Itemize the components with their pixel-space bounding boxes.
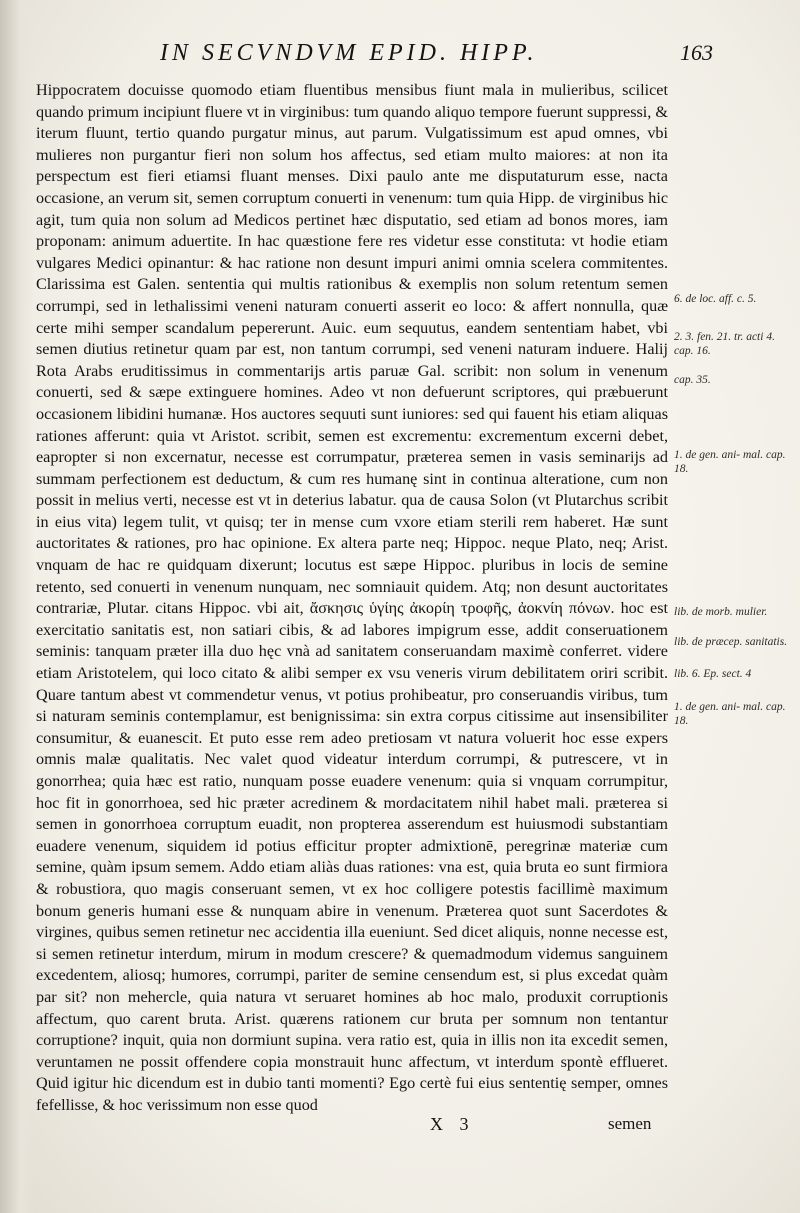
margin-note: lib. 6. Ep. sect. 4	[674, 668, 752, 680]
margin-notes-column	[674, 0, 794, 1213]
margin-note: 1. de gen. ani- mal. cap. 18.	[674, 701, 786, 727]
running-title: IN SECVNDVM EPID. HIPP.	[160, 40, 538, 66]
margin-note: 1. de gen. ani- mal. cap. 18.	[674, 449, 786, 475]
margin-note: cap. 35.	[674, 374, 711, 386]
page-number: 163	[680, 40, 713, 65]
body-paragraph: Hippocratem docuisse quomodo etiam fluentibus mensibus fiunt mala in mulieribus, scilicet quando primum incipiunt fluere vt in virginibus: tum quando aliquo tempore fuerunt suppressi, & iterum fluunt, tertio quando purgatur minus, aut parum. Vulgatissimum est apud omnes, vbi mulieres non purgantur fieri non solum hos affectus, sed etiam multo maiores: at non ita perspectum est fieri etiamsi fluant menses. Dixi paulo ante me disputaturum esse, nacta occasione, an verum sit, semen corruptum conuerti in venenum: tum quia Hipp. de virginibus hic agit, tum quia non solum ad Medicos pertinet hæc disputatio, sed etiam ad bonos mores, iam proponam: animum aduertite. In hac quæstione fere res videtur esse constituta: vt hodie etiam vulgares Medici opinantur: & hac ratione non desunt impuri animi omnia scelera commitentes. Clarissima est Galen. sententia qui multis rationibus & exemplis non solum retentum semen corrumpi, sed in lethalissimi veneni naturam conuerti asserit eo loco: & affert nonnulla, quæ certe mihi semper scandalum pepererunt. Auic. eum sequutus, eandem sententiam habet, vbi semen diutius retinetur quam par est, non tantum corrumpi, sed veneni naturam induere. Halij Rota Arabs eruditissimus in commentarijs artis paruæ Gal. scribit: non solum in venenum conuerti, sed & sæpe extinguere homines. Adeo vt non defuerunt scriptores, qui præbuerunt occasionem libidini humanæ. Hos auctores sequuti sunt iuniores: sed qui fauent his etiam aliquas rationes afferunt: quia vt Aristot. scribit, semen est excrementu: excrementum excerni debet, eapropter si non excernatur, necesse est corrumpatur, præterea semen in vasis seminarijs ad summam perfectionem est deductum, & cum res humanę sint in continua alteratione, cum non possit in melius verti, necesse est vt in deterius labatur. qua de causa Solon (vt Plutarchus scribit in eius vita) legem tulit, vt quisq; ter in mense cum vxore etiam sterili rem haberet. Hæ sunt auctoritates & rationes, pro hac opinione. Ex altera parte neq; Hippoc. neque Plato, neq; Arist. vnquam de hac re quidquam dixerunt; locutus est sæpe Hippoc. pluribus in locis de semine retento, sed conuerti in venenum nunquam, nec somniauit quidem. Atq; non desunt auctoritates contrariæ, Plutar. citans Hippoc. vbi ait, ἄσκησις ὑγίης ἀκορίη τροφῆς, ἀοκνίη πόνων. hoc est exercitatio sanitatis est, non satiari cibis, & ad labores impigrum esse, addit conseruationem seminis: tanquam præter illa duo hęc vnà ad sanitatem conseruandam maximè conferret. videre etiam Aristotelem, qui loco citato & alibi semper ex vsu veneris virum debilitatem oriri scribit. Quare tantum abest vt commendetur venus, vt potius prohibeatur, pro conseruandis viribus, tum si naturam seminis contemplamur, est benignissima: sin extra corpus citissime aut insensibiliter consumitur, & euanescit. Et puto esse rem adeo pretiosam vt natura voluerit hoc esse expers omnis malæ qualitatis. Nec valet quod videatur interdum corrumpi, & putrescere, vt in gonorrhea; quia hæc est ratio, nunquam posse euadere venenum: quia si vnquam corrumpitur, hoc fit in gonorrhoea, sed hic præter acredinem & mordacitatem nihil habet mali. præterea si semen in gonorrhoea corruptum euadit, non propterea asserendum est huiusmodi substantiam euadere venenum, siquidem id potius efficitur propter admixtionē, peregrinæ materiæ cum semine, quàm ipsum semem. Addo etiam aliàs duas rationes: vna est, quia bruta eo sunt firmiora & robustiora, quo magis conseruant semen, vt ex hoc colligere potestis facillimè maximum bonum generis humani esse & nunquam abire in venenum. Præterea quot sunt Sacerdotes & virgines, quibus semen retinetur nec accidentia illa eueniunt. Sed dicet aliquis, nonne necesse est, si semen retinetur interdum, mirum in modum crescere? & quemadmodum videmus sanguinem excedentem, aliosq; humores, corrumpi, pariter de semine censendum est, si plus excedat quàm par sit? non mehercle, quia natura vt seruaret homines ab hoc malo, produxit corruptionis affectum, quo carent bruta. Arist. quærens rationem cur bruta per somnum non tentantur corruptione? inquit, quia non dormiunt supina. vera ratio est, quia in illis non ita excedit semen, veruntamen ne possit offendere copia monstrauit hunc affectum, vt interdum spontè efflueret. Quid igitur hic dicendum est in dubio tanti momenti? Ego certè fui eius sententię semper, omnes fefellisse, & hoc verissimum non esse quod	[36, 81, 668, 1114]
signature-mark: X 3	[430, 1114, 475, 1134]
margin-note: 2. 3. fen. 21. tr. acti 4. cap. 16.	[674, 331, 775, 357]
main-text-block	[36, 80, 668, 1117]
margin-note: lib. de præcep. sanitatis.	[674, 636, 788, 648]
margin-note: 6. de loc. aff. c. 5.	[674, 293, 757, 305]
page-gutter-shadow	[0, 0, 34, 1213]
catchword: semen	[608, 1114, 652, 1133]
margin-note: lib. de morb. mulier.	[674, 606, 768, 618]
